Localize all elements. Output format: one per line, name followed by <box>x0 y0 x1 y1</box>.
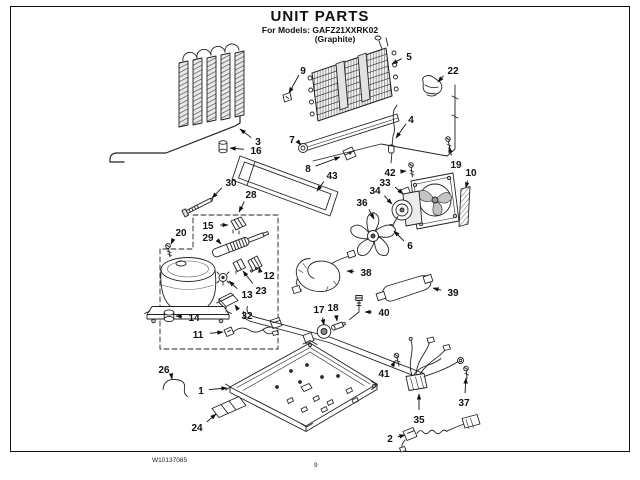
callout-leader-4 <box>396 124 406 138</box>
callout-number-36: 36 <box>356 198 368 209</box>
callout-leader-8 <box>316 157 340 166</box>
callout-leader-3 <box>240 129 251 138</box>
screw-20 <box>166 244 172 257</box>
screw-37 <box>464 366 469 378</box>
relay <box>231 217 246 234</box>
callout-leader-5 <box>392 59 402 64</box>
finish-line: (Graphite) <box>314 34 356 44</box>
callout-number-22: 22 <box>447 66 459 77</box>
callout-leader-34 <box>384 196 392 204</box>
drain-hose <box>163 379 188 396</box>
defrost-heater <box>299 114 400 153</box>
callout-number-32: 32 <box>241 311 253 322</box>
page-number: 9 <box>314 462 318 469</box>
base-plate <box>226 341 378 432</box>
callout-number-39: 39 <box>447 288 459 299</box>
callout-leader-32 <box>235 305 238 309</box>
callout-leader-17 <box>323 318 324 325</box>
callout-number-9: 9 <box>300 66 306 77</box>
capillary-tube <box>389 105 398 163</box>
screw-41 <box>394 353 401 366</box>
fan-motor <box>392 191 422 226</box>
callout-number-16: 16 <box>250 146 262 157</box>
callout-number-38: 38 <box>360 268 372 279</box>
callout-number-19: 19 <box>450 160 462 171</box>
callout-leader-28 <box>239 201 244 212</box>
callout-leader-16 <box>230 148 244 149</box>
hex-standoff <box>350 296 363 320</box>
callout-leader-20 <box>171 239 173 244</box>
bent-tube <box>376 274 433 301</box>
callout-number-8: 8 <box>305 164 311 175</box>
callout-leader-6 <box>394 231 404 241</box>
callout-number-1: 1 <box>198 386 204 397</box>
callout-number-23: 23 <box>255 286 267 297</box>
callout-number-4: 4 <box>408 115 414 126</box>
tube-grommet-17 <box>317 325 331 339</box>
callout-number-5: 5 <box>406 52 412 63</box>
callout-number-28: 28 <box>245 190 257 201</box>
callout-number-26: 26 <box>158 365 170 376</box>
callout-leader-24 <box>207 414 216 422</box>
callout-number-37: 37 <box>458 398 470 409</box>
callout-leader-22 <box>438 76 444 82</box>
tube-pin-18 <box>331 321 346 330</box>
callout-number-13: 13 <box>241 290 253 301</box>
callout-number-24: 24 <box>191 423 203 434</box>
callout-number-29: 29 <box>202 233 214 244</box>
document-number: W10137085 <box>152 457 188 464</box>
condenser-clip <box>283 93 292 103</box>
callout-leader-1 <box>209 388 227 390</box>
callout-leader-12 <box>259 267 260 269</box>
callout-leader-2 <box>398 435 405 437</box>
label-pad <box>212 397 246 418</box>
callout-number-18: 18 <box>327 303 339 314</box>
heater-clip <box>343 147 356 160</box>
callout-number-11: 11 <box>192 330 204 341</box>
side-strip <box>459 187 470 227</box>
callout-leader-30 <box>212 188 222 198</box>
callout-leader-11 <box>210 332 223 333</box>
callout-number-20: 20 <box>175 228 187 239</box>
callout-number-3: 3 <box>255 137 261 148</box>
power-cord <box>400 415 481 453</box>
capacitor <box>248 256 262 272</box>
loop-tube <box>292 250 356 293</box>
callout-leader-14 <box>176 316 182 317</box>
drain-pan <box>232 156 338 216</box>
mount-bolt <box>182 196 215 217</box>
screw-19 <box>446 137 451 149</box>
callout-leader-23 <box>243 271 253 283</box>
models-line: For Models: GAFZ21XXRK02 <box>261 25 379 35</box>
callout-number-10: 10 <box>465 168 477 179</box>
callout-number-14: 14 <box>188 313 200 324</box>
callout-number-7: 7 <box>289 135 295 146</box>
callout-number-40: 40 <box>378 308 390 319</box>
page-title: UNIT PARTS <box>270 8 370 25</box>
callout-number-35: 35 <box>413 415 425 426</box>
callout-leader-26 <box>171 376 172 379</box>
callout-leader-29 <box>219 241 221 244</box>
callout-number-43: 43 <box>326 171 338 182</box>
callout-number-42: 42 <box>384 168 396 179</box>
callout-leader-37 <box>465 378 466 393</box>
callout-number-41: 41 <box>378 369 390 380</box>
evaporator-clip <box>423 76 442 96</box>
screw-42 <box>409 163 414 177</box>
callout-number-30: 30 <box>225 178 237 189</box>
terminal-clip <box>217 272 229 285</box>
callout-number-34: 34 <box>369 186 381 197</box>
callout-leader-9 <box>289 75 299 93</box>
callout-number-17: 17 <box>313 305 325 316</box>
callout-number-12: 12 <box>263 271 275 282</box>
callout-leader-39 <box>433 288 441 290</box>
compressor-harness <box>224 318 282 337</box>
callout-number-6: 6 <box>407 241 413 252</box>
callout-leader-13 <box>229 281 237 289</box>
callout-number-2: 2 <box>387 434 393 445</box>
callout-number-33: 33 <box>379 178 391 189</box>
callout-leader-38 <box>347 271 354 272</box>
callout-number-15: 15 <box>202 221 214 232</box>
small-cylinder <box>219 141 227 153</box>
callout-leader-18 <box>336 316 337 321</box>
evaporator <box>308 36 398 121</box>
main-harness <box>406 337 464 391</box>
